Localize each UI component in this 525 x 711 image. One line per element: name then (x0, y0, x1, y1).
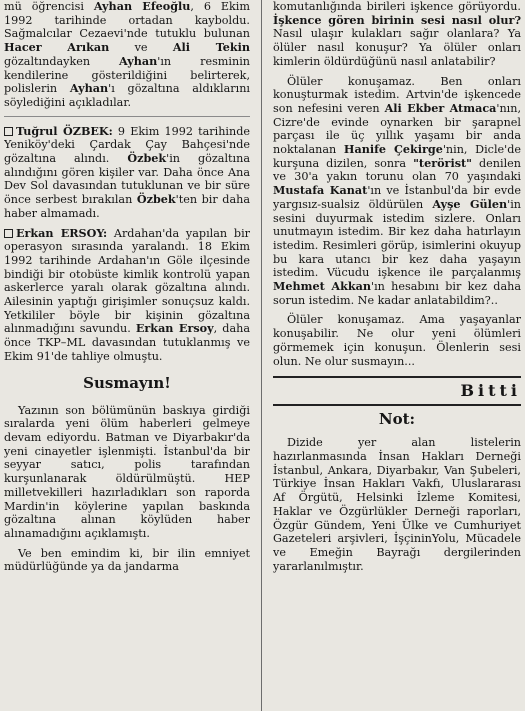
checkbox-icon (4, 229, 13, 238)
text: 'in gözaltına alındığını gören kişiler var. Daha önce Ana Dev Sol davasından tutuklunan ve bir süre önce serbest bırakılan (4, 152, 250, 207)
paragraph-tugrul-ozbek (4, 125, 250, 221)
end-marker: Bitti (273, 376, 521, 400)
section-heading: Susmayın! (83, 373, 171, 392)
bold-question: İşkence gören birinin sesi nasıl olur? (273, 12, 521, 27)
name-bold: Mehmet Akkan (273, 279, 371, 294)
name-bold: Erkan Ersoy (135, 321, 214, 336)
text: mü öğrencisi (4, 0, 94, 13)
note-box (273, 404, 521, 573)
paragraph-ayhan-efeoglu (4, 0, 250, 110)
paragraph-erkan-ersoy (4, 227, 250, 364)
text: 'ı gözaltına aldıklarını söylediğini açıkladılar. (4, 82, 250, 109)
name-bold: Hacer Arıkan (4, 40, 110, 55)
quote-bold: "terörist" (413, 155, 472, 170)
text: 'ın hesabını bir kez daha sorun istedim. Ne kadar anlatabildim?.. (273, 280, 521, 307)
text: 9 Ekim 1992 tarihinde Yeniköy'deki Çardak Çay Bahçesi'nde gözaltına alındı. (4, 124, 250, 166)
text: 'in sesini duyurmak istedim sizlere. Onları unutmayın istedim. Bir kez daha hatırlayın istedim. Resimleri görüp, isimlerini okuyup bu kara utancı bir kez daha yaşayın istedim. Vücudu işkence ile parçalanmış (273, 197, 521, 280)
text: 'ten bir daha haber almamadı. (4, 193, 250, 220)
right-column (273, 0, 521, 711)
paragraph-susmayin: Yazının son bölümünün baskıya girdiği sıralarda yeni ölüm haberleri gelmeye devam ediyordu. Batman ve Diyarbakır'da yeni cinayetler işlenmişti. İstanbul'da bir seyyar satıcı, polis tarafından kurşunlanarak öldürülmüştü. HEP milletvekilleri hazırladıkları son raporda Mardin'in köylerine yapılan baskında gözaltına alınan köylüden haber alınamadığını açıklamıştı. (4, 403, 250, 540)
name-bold: Ali Tekin (172, 40, 250, 55)
name-bold: Özbek (127, 151, 167, 166)
text: gözaltındayken (4, 54, 120, 68)
name-bold: Ayşe Gülen (432, 196, 508, 211)
note-paragraph: Dizide yer alan listelerin hazırlanmasında İnsan Hakları Derneği İstanbul, Ankara, Diyarbakır, Van Şubeleri, Türkiye İnsan Hakları Vakfı, Uluslararası Af Örgütü, Helsinki İzleme Komitesi, Haklar ve Özgürlükler Derneği raporları, Özgür Gündem, Yeni Ülke ve Cumhuriyet Gazeteleri arşivleri, İşçininYolu, Mücadele ve Emeğin Bayrağı dergilerinden yararlanılmıştır. (273, 436, 521, 573)
text: ve (109, 41, 173, 55)
text: 'ın resminin kendilerine gösterildiğini belirterek, polislerin (4, 54, 250, 96)
paragraph-susmayin-end: Ölüler konuşamaz. Ama yaşayanlar konuşabilir. Ne olur yeni ölümleri görmemek için konuşun. Ölenlerin sesi olun. Ne olur susmayın... (273, 313, 521, 368)
name-bold: Ali Ekber Atmaca (384, 100, 497, 115)
text: 'nin, Dicle'de kurşuna dizilen, sonra (273, 143, 521, 170)
entry-name: Tuğrul ÖZBEK: (16, 123, 113, 138)
text: , 6 Ekim 1992 tarihinde ortadan kayboldu. Sağmalcılar Cezaevi'nde tutuklu bulunan (4, 0, 250, 41)
name-bold: Mustafa Kanat (273, 183, 368, 198)
name-bold: Ayhan (69, 81, 109, 96)
paragraph-oluler (273, 75, 521, 308)
name-bold: Ayhan Efeoğlu (93, 0, 191, 13)
text: Ardahan'da yapılan bir operasyon sırasında yaralandı. 18 Ekim 1992 tarihinde Ardahan'ın Göle ilçesinde bindiği bir otobüste kimlik kontrolü yapan askerlerce yaralı olarak gözaltına alındı. Ailesinin yaptığı girişimler sonuçsuz kaldı. Yetkililer böyle bir kişinin gözaltına alınmadığını savundu. (4, 226, 250, 336)
text: denilen ve 30'a yakın torunu olan 70 yaşındaki (273, 156, 521, 184)
text: 'ın ve İstanbul'da bir evde yargısız-sualsiz öldürülen (273, 184, 521, 211)
text: , daha önce TKP–ML davasından tutuklanmış ve Ekim 91'de tahliye olmuştu. (4, 322, 250, 363)
name-bold: Ayhan (119, 53, 158, 68)
column-rule (261, 0, 262, 711)
text: Ölüler konuşamaz. Ben onları konuşturmak istedim. Artvin'de işkencede son nefesini veren (273, 74, 521, 115)
paragraph-iskence (273, 0, 521, 69)
divider (4, 116, 250, 117)
left-column (4, 0, 250, 711)
name-bold: Özbek (136, 192, 176, 207)
checkbox-icon (4, 127, 13, 136)
text: 'nın, Cizre'de evinde oynarken bir şarapnel parçası ile üç yıllık yaşamı bir anda noktalanan (273, 101, 521, 157)
note-heading: Not: (378, 410, 416, 429)
text: Nasıl ulaşır kulakları sağır olanlara? Ya ölüler nasıl konuşur? Ya ölüler onları kimlerin öldürdüğünü nasıl anlatabilir? (273, 27, 521, 68)
text: komutanlığında birileri işkence görüyordu. (273, 0, 521, 13)
entry-name: Erkan ERSOY: (16, 225, 108, 240)
name-bold: Hanife Çekirge (343, 142, 443, 157)
paragraph-continuation: Ve ben emindim ki, bir ilin emniyet müdürlüğünde ya da jandarma (4, 546, 250, 574)
